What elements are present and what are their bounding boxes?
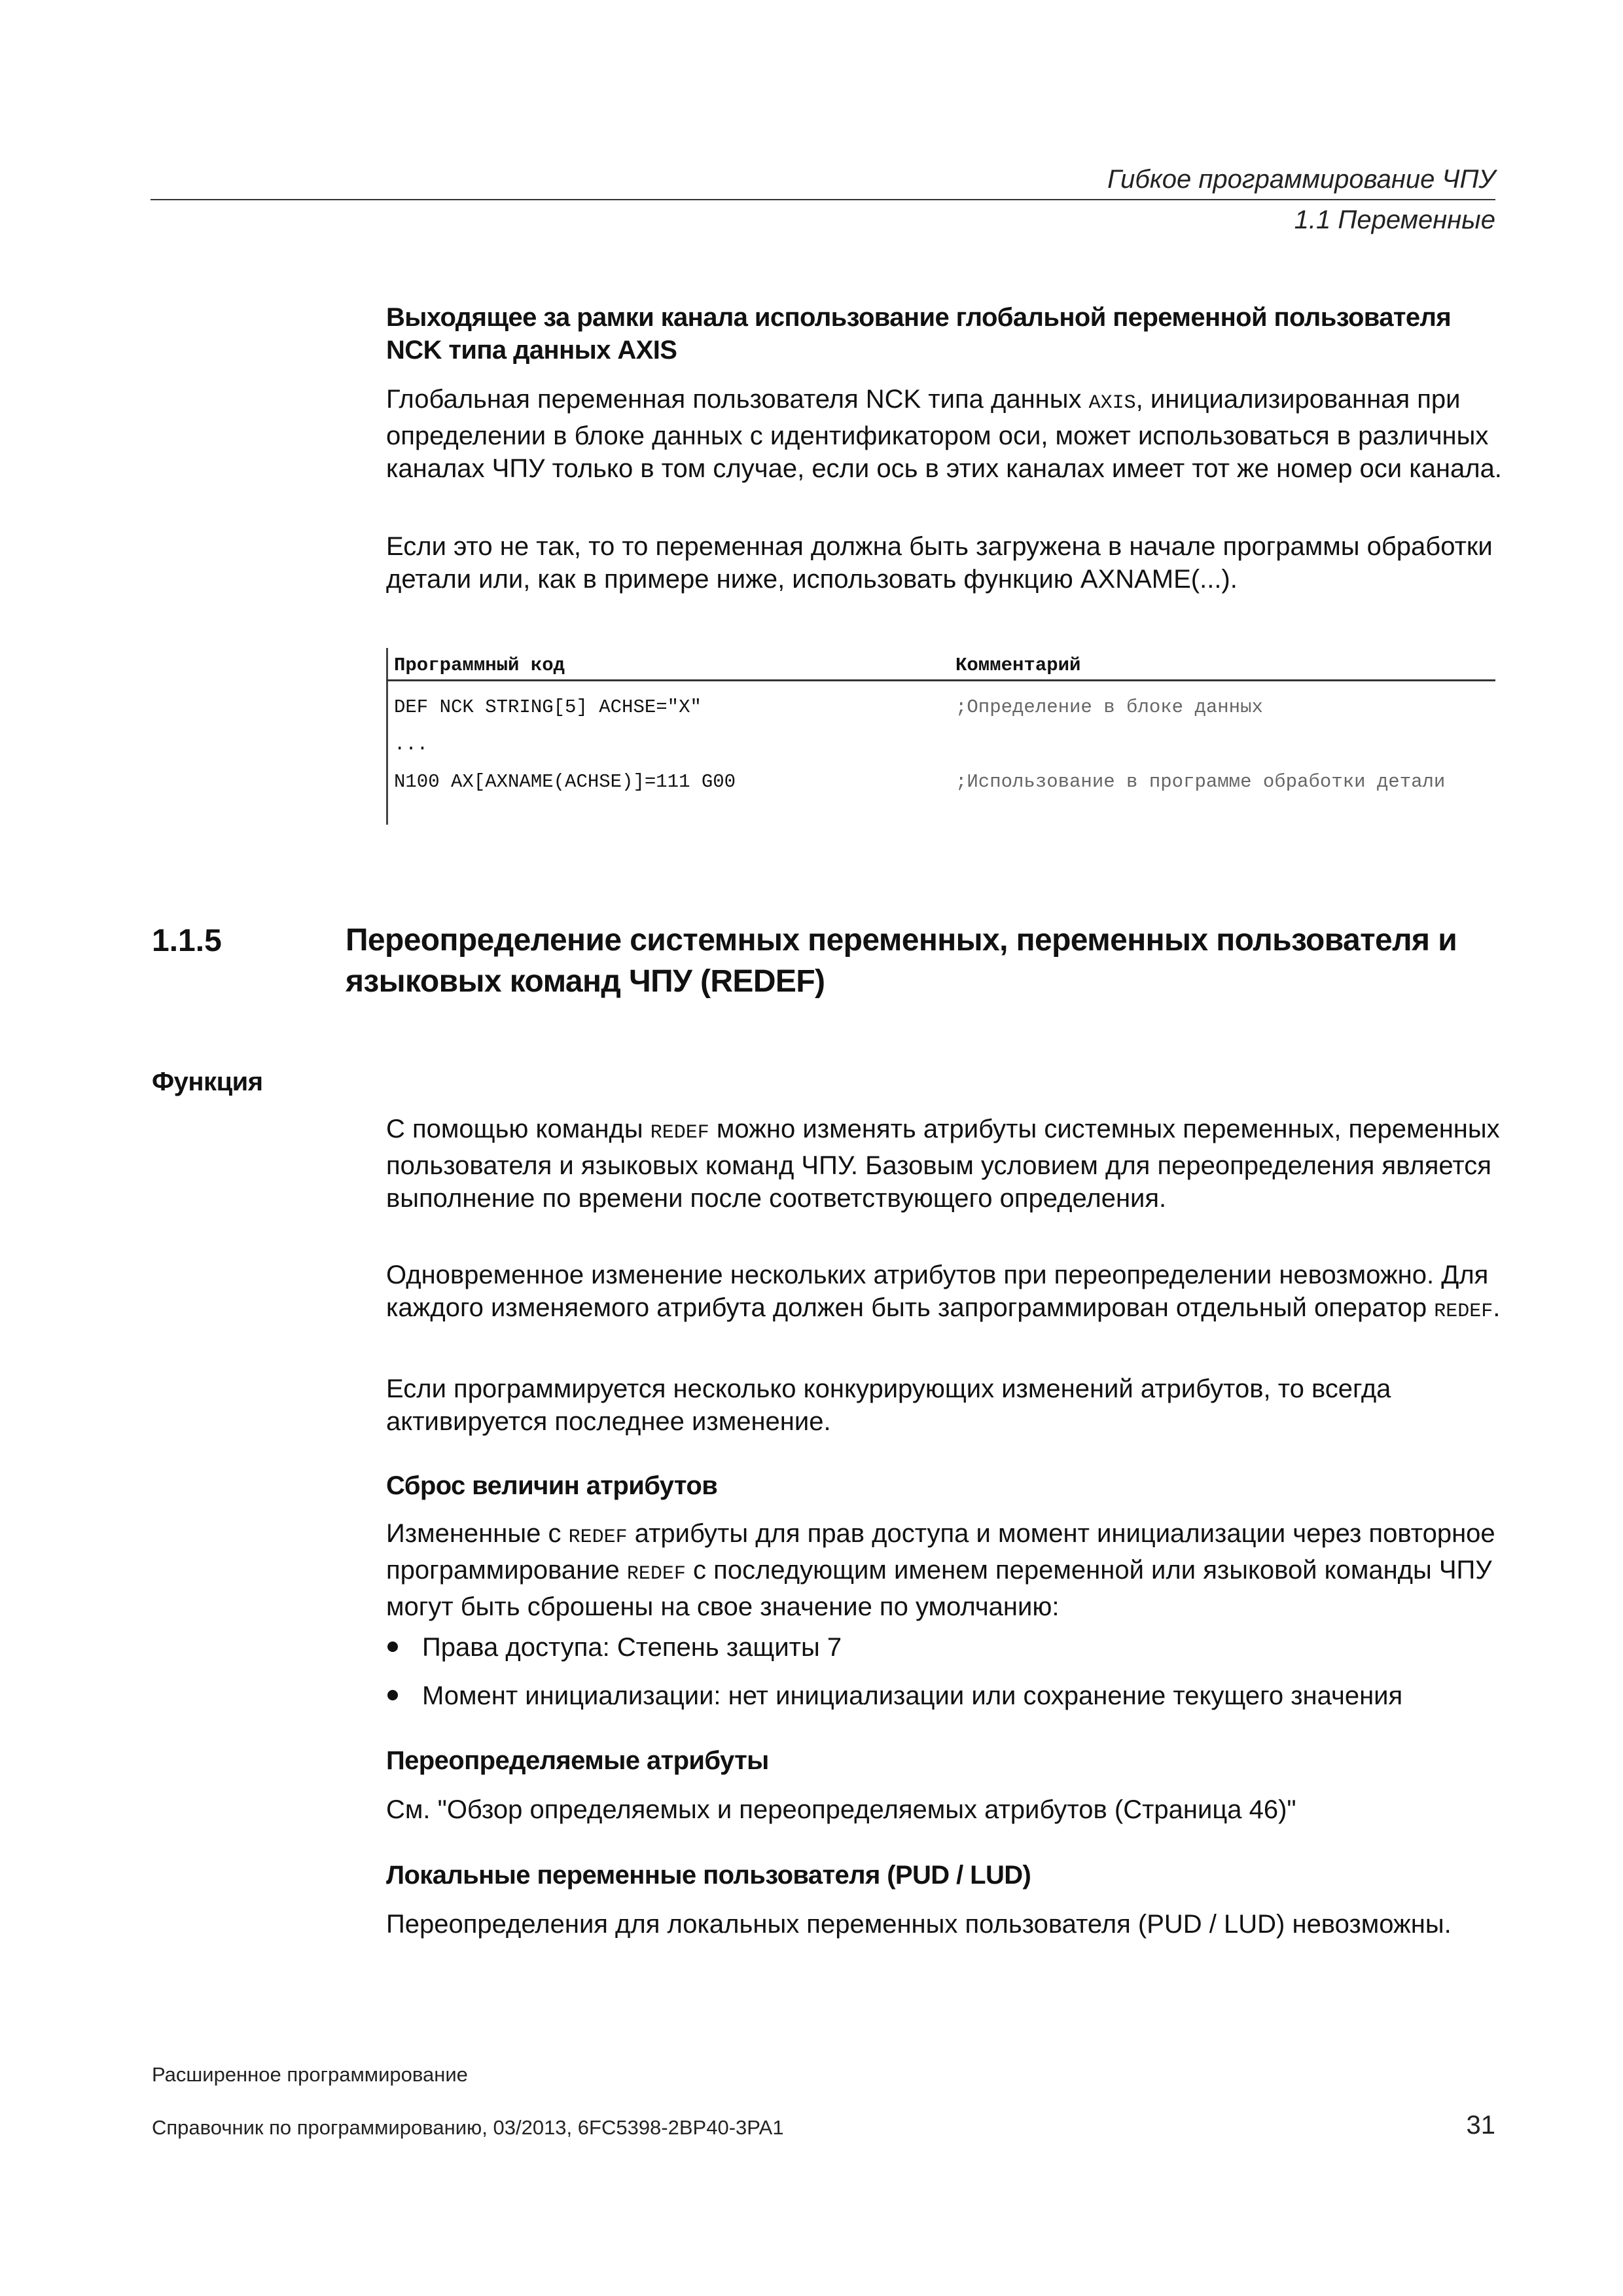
section-number: 1.1.5	[152, 924, 222, 958]
inline-code-axis: AXIS	[1088, 392, 1136, 414]
header-rule	[151, 199, 1495, 200]
paragraph-local: Переопределения для локальных переменных пользователя (PUD / LUD) невозможны.	[386, 1910, 1452, 1939]
paragraph-function-1: С помощью команды REDEF можно изменять атрибуты системных переменных, переменных пользователя и языковых команд ЧПУ. Базовым условием для переопределения является выполнение по времени после соответствующего определения.	[386, 1115, 1500, 1213]
inline-code-redef: REDEF	[568, 1526, 628, 1549]
code-line: N100 AX[AXNAME(ACHSE)]=111 G00	[394, 771, 736, 793]
code-table	[386, 648, 1495, 825]
inline-code-redef: REDEF	[1434, 1300, 1493, 1323]
code-line: DEF NCK STRING[5] ACHSE="X"	[394, 696, 702, 718]
code-table-header-code: Программный код	[394, 655, 565, 676]
footer-reference: Справочник по программированию, 03/2013, 6FC5398-2BP40-3PA1	[152, 2116, 784, 2139]
paragraph-reset: Измененные с REDEF атрибуты для прав доступа и момент инициализации через повторное программирование REDEF с последующим именем переменной или языковой команды ЧПУ могут быть сброшены на свое значение по умолчанию:	[386, 1519, 1495, 1621]
section-title: Переопределение системных переменных, переменных пользователя и языковых команд ЧПУ (REDEF)	[346, 923, 1457, 999]
paragraph-function-3: Если программируется несколько конкурирующих изменений атрибутов, то всегда активируется последнее изменение.	[386, 1374, 1391, 1436]
subheading-global-axis: Выходящее за рамки канала использование глобальной переменной пользователя NCK типа данных AXIS	[386, 303, 1452, 365]
reset-bullet-list	[386, 1631, 1512, 1728]
subheading-reset: Сброс величин атрибутов	[386, 1471, 718, 1500]
footer-title: Расширенное программирование	[152, 2063, 468, 2086]
function-label: Функция	[152, 1067, 263, 1096]
inline-code-redef: REDEF	[650, 1122, 709, 1144]
paragraph-redefinable[interactable]: См. "Обзор определяемых и переопределяемых атрибутов (Страница 46)"	[386, 1795, 1296, 1824]
running-header-section: 1.1 Переменные	[1294, 206, 1495, 234]
code-comment: ;Использование в программе обработки детали	[955, 771, 1446, 793]
subheading-local: Локальные переменные пользователя (PUD / LUD)	[386, 1861, 1031, 1890]
paragraph-function-2: Одновременное изменение нескольких атрибутов при переопределении невозможно. Для каждого изменяемого атрибута должен быть запрограммирован отдельный оператор REDEF.	[386, 1261, 1501, 1323]
page-number: 31	[1466, 2111, 1495, 2140]
subheading-redefinable: Переопределяемые атрибуты	[386, 1746, 769, 1775]
paragraph-global-axis-1: Глобальная переменная пользователя NCK типа данных AXIS, инициализированная при определении в блоке данных с идентификатором оси, может использоваться в различных каналах ЧПУ только в том случае, если ось в этих каналах имеет тот же номер оси канала.	[386, 385, 1502, 483]
bullet-icon	[387, 1641, 398, 1652]
paragraph-global-axis-2: Если это не так, то то переменная должна быть загружена в начале программы обработки детали или, как в примере ниже, использовать функцию AXNAME(...).	[386, 532, 1493, 594]
code-comment: ;Определение в блоке данных	[955, 696, 1263, 718]
inline-code-redef: REDEF	[626, 1563, 686, 1585]
code-table-left-rule	[386, 648, 388, 825]
running-header-chapter: Гибкое программирование ЧПУ	[1107, 165, 1495, 194]
code-table-header-rule	[386, 679, 1495, 681]
list-item: Момент инициализации: нет инициализации или сохранение текущего значения	[386, 1679, 1512, 1712]
list-item: Права доступа: Степень защиты 7	[386, 1631, 1512, 1664]
code-line: ...	[394, 734, 429, 755]
bullet-icon	[387, 1690, 398, 1700]
code-table-header-comment: Комментарий	[955, 655, 1081, 676]
